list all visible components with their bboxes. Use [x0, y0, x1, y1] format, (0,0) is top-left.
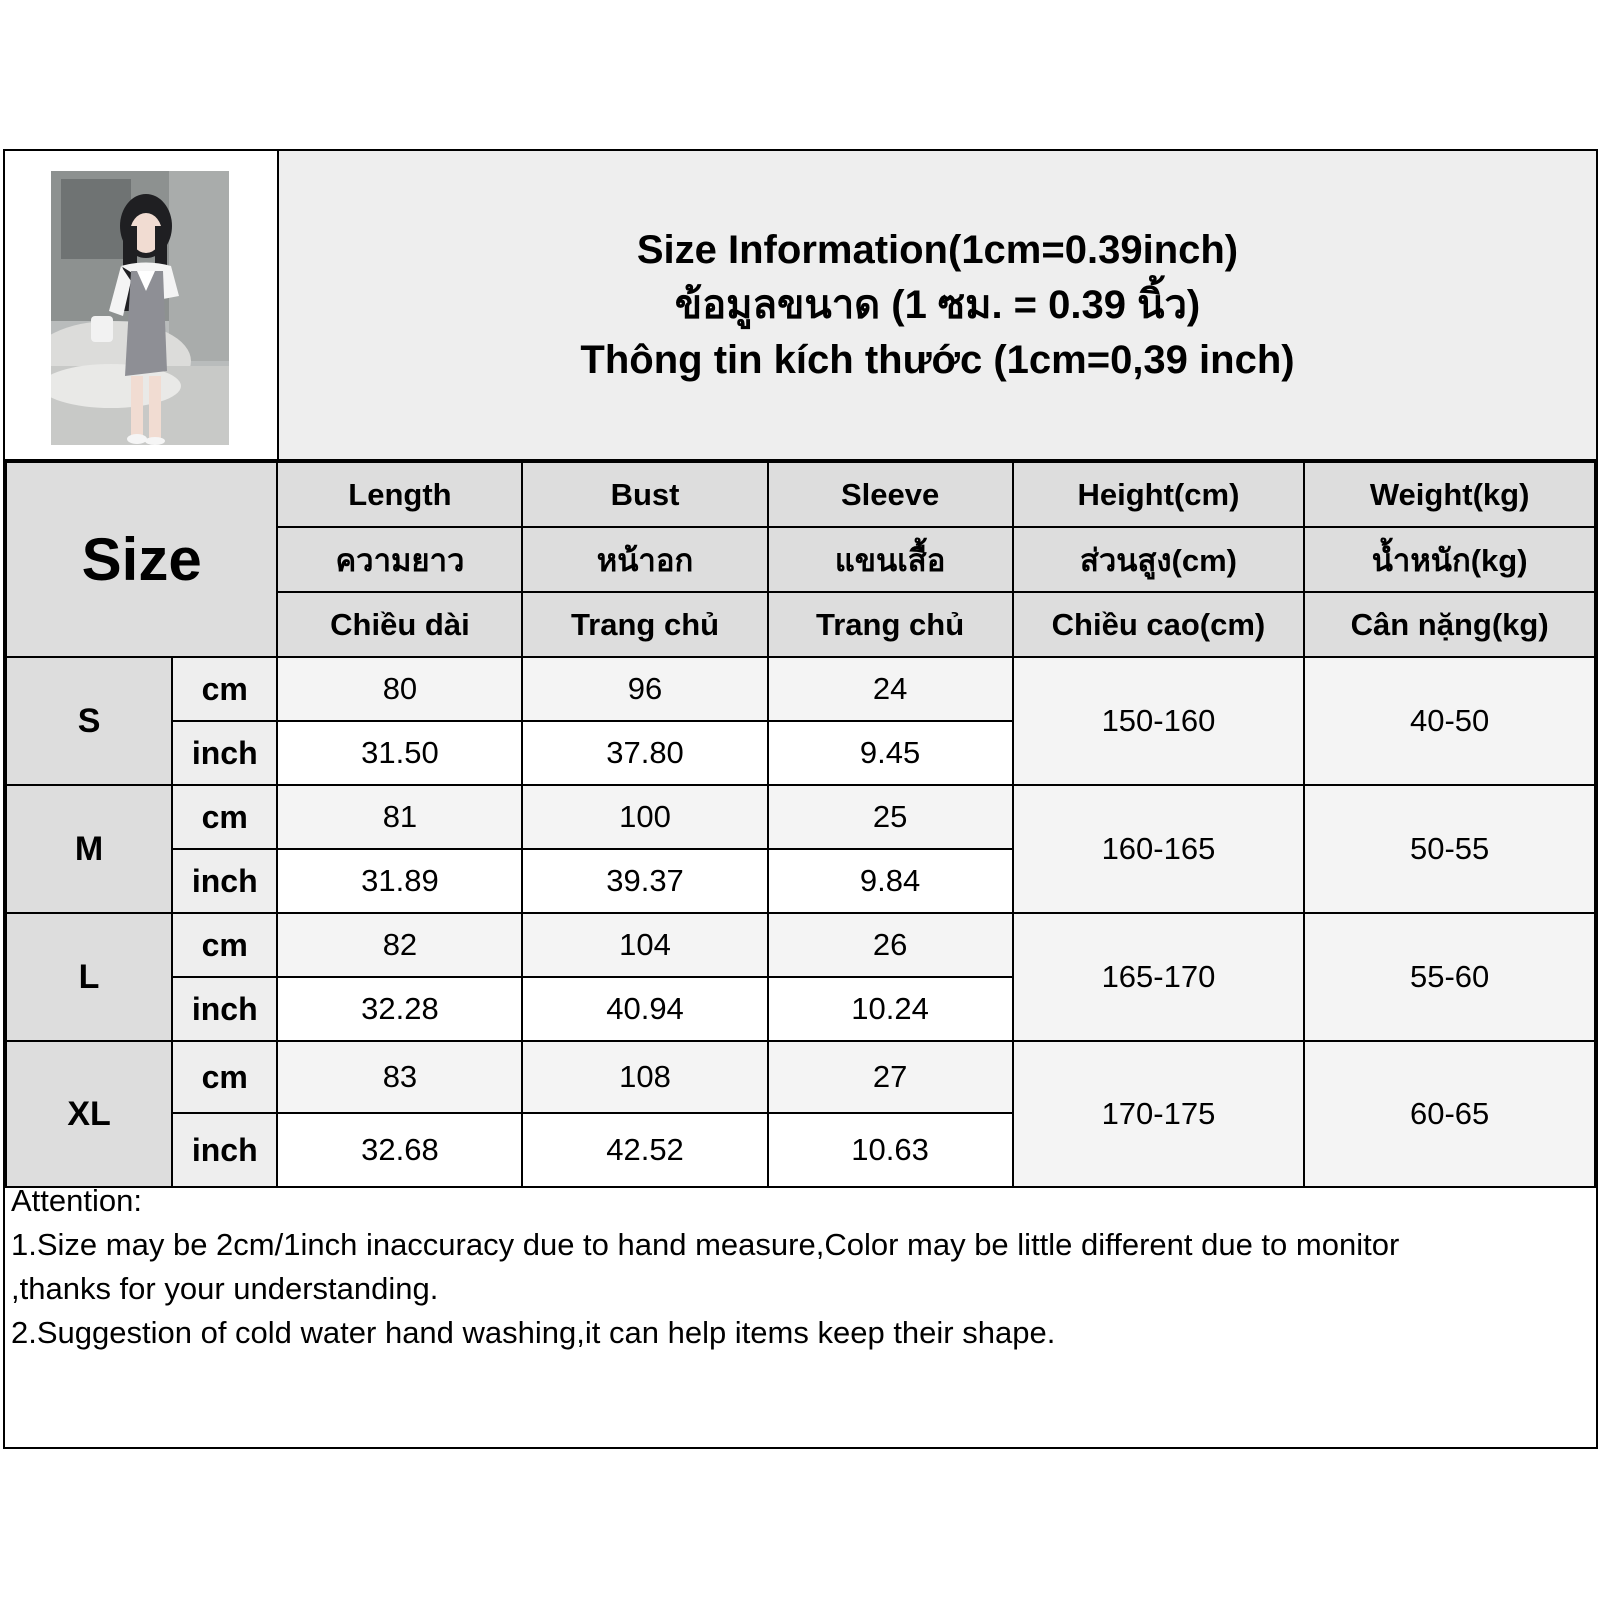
unit-label: inch: [172, 1113, 277, 1187]
unit-label: cm: [172, 657, 277, 721]
height-range: 165-170: [1013, 913, 1305, 1041]
title-english: Size Information(1cm=0.39inch): [636, 227, 1239, 272]
length-value: 82: [277, 913, 522, 977]
header-weight-th: น้ำหนัก(kg): [1304, 527, 1595, 592]
unit-label: cm: [172, 1041, 277, 1113]
unit-label: cm: [172, 785, 277, 849]
weight-range: 55-60: [1304, 913, 1595, 1041]
bust-value: 100: [522, 785, 767, 849]
header-sleeve-vi: Trang chủ: [768, 592, 1013, 657]
length-value: 80: [277, 657, 522, 721]
unit-label: cm: [172, 913, 277, 977]
height-range: 160-165: [1013, 785, 1305, 913]
header-length-th: ความยาว: [277, 527, 522, 592]
header-sleeve-th: แขนเสื้อ: [768, 527, 1013, 592]
size-label: XL: [6, 1041, 172, 1187]
sleeve-value: 10.24: [768, 977, 1013, 1041]
unit-label: inch: [172, 721, 277, 785]
height-range: 170-175: [1013, 1041, 1305, 1187]
product-model-photo: [51, 171, 229, 445]
header-row-english: [6, 462, 1595, 527]
length-value: 83: [277, 1041, 522, 1113]
table-row: [6, 785, 1595, 849]
sleeve-value: 9.84: [768, 849, 1013, 913]
bust-value: 42.52: [522, 1113, 767, 1187]
weight-range: 60-65: [1304, 1041, 1595, 1187]
length-value: 32.28: [277, 977, 522, 1041]
weight-range: 50-55: [1304, 785, 1595, 913]
size-table: [5, 461, 1596, 1188]
size-information-title: [279, 151, 1596, 461]
height-range: 150-160: [1013, 657, 1305, 785]
table-row: [6, 657, 1595, 721]
sleeve-value: 24: [768, 657, 1013, 721]
attention-notes: [11, 1179, 1590, 1355]
sleeve-value: 25: [768, 785, 1013, 849]
unit-label: inch: [172, 977, 277, 1041]
product-photo-cell: [5, 151, 279, 461]
bust-value: 96: [522, 657, 767, 721]
bust-value: 104: [522, 913, 767, 977]
attention-line: 1.Size may be 2cm/1inch inaccuracy due to hand measure,Color may be little different due to monitor: [11, 1227, 1400, 1262]
length-value: 31.50: [277, 721, 522, 785]
table-row: [6, 913, 1595, 977]
size-label: S: [6, 657, 172, 785]
sleeve-value: 10.63: [768, 1113, 1013, 1187]
size-chart: [3, 149, 1598, 1449]
attention-heading: Attention:: [11, 1183, 142, 1218]
sleeve-value: 26: [768, 913, 1013, 977]
size-corner-label: Size: [6, 462, 277, 657]
header-weight-en: Weight(kg): [1304, 462, 1595, 527]
bust-value: 108: [522, 1041, 767, 1113]
header-length-en: Length: [277, 462, 522, 527]
bust-value: 39.37: [522, 849, 767, 913]
attention-line: 2.Suggestion of cold water hand washing,it can help items keep their shape.: [11, 1315, 1056, 1350]
header-length-vi: Chiều dài: [277, 592, 522, 657]
sleeve-value: 27: [768, 1041, 1013, 1113]
length-value: 31.89: [277, 849, 522, 913]
table-row: [6, 1041, 1595, 1113]
size-label: M: [6, 785, 172, 913]
sleeve-value: 9.45: [768, 721, 1013, 785]
header-sleeve-en: Sleeve: [768, 462, 1013, 527]
header-height-vi: Chiều cao(cm): [1013, 592, 1305, 657]
header-bust-vi: Trang chủ: [522, 592, 767, 657]
length-value: 32.68: [277, 1113, 522, 1187]
length-value: 81: [277, 785, 522, 849]
header-height-en: Height(cm): [1013, 462, 1305, 527]
weight-range: 40-50: [1304, 657, 1595, 785]
header-height-th: ส่วนสูง(cm): [1013, 527, 1305, 592]
bust-value: 40.94: [522, 977, 767, 1041]
size-label: L: [6, 913, 172, 1041]
title-thai: ข้อมูลขนาด (1 ซม. = 0.39 นิ้ว): [674, 282, 1201, 327]
bust-value: 37.80: [522, 721, 767, 785]
header-bust-en: Bust: [522, 462, 767, 527]
header-bust-th: หน้าอก: [522, 527, 767, 592]
unit-label: inch: [172, 849, 277, 913]
title-vietnamese: Thông tin kích thước (1cm=0,39 inch): [580, 337, 1295, 382]
attention-line: ,thanks for your understanding.: [11, 1271, 439, 1306]
header-weight-vi: Cân nặng(kg): [1304, 592, 1595, 657]
